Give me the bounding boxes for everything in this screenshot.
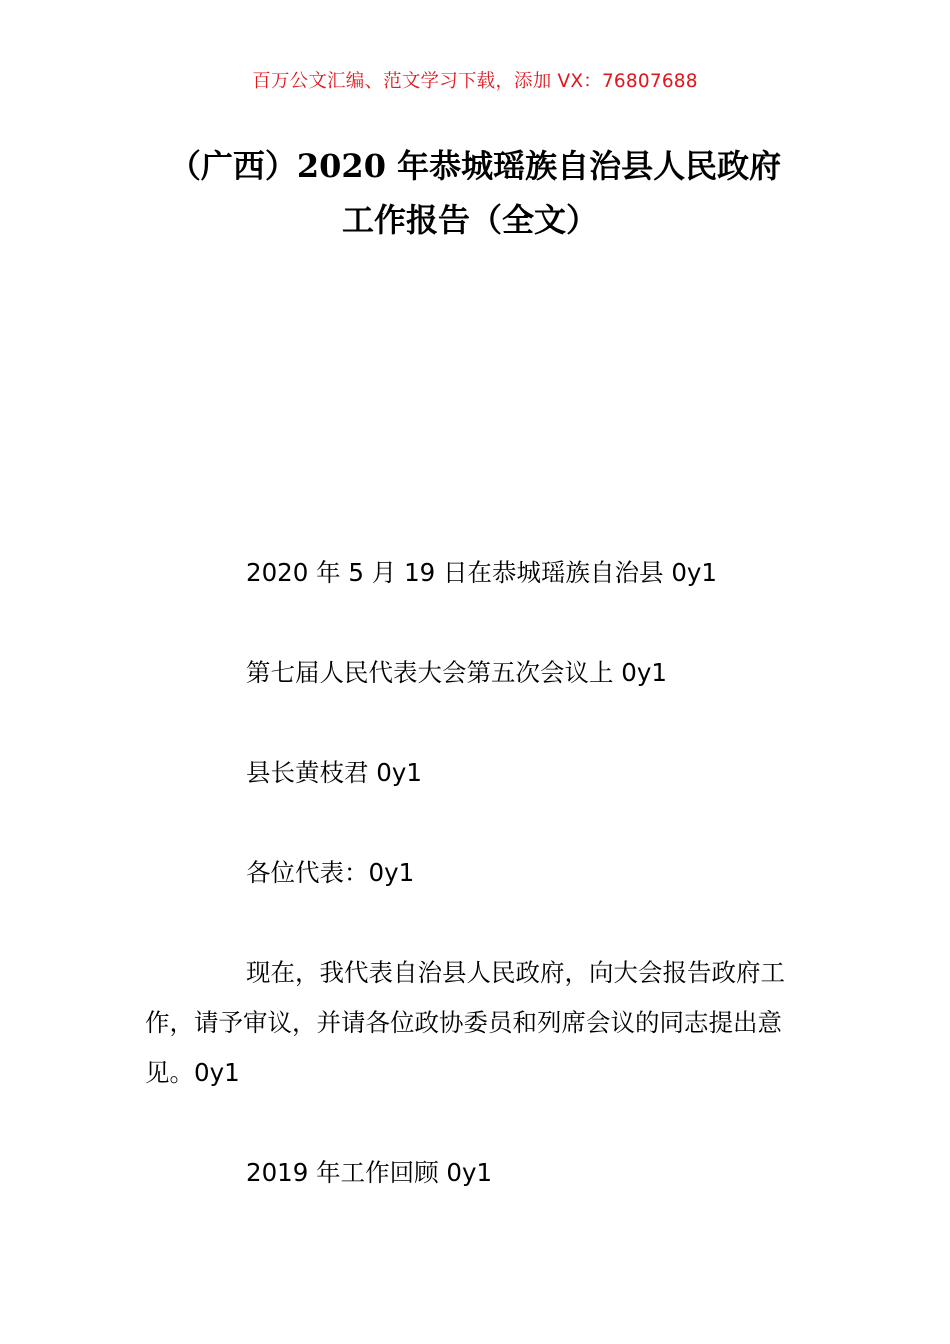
section-heading-2019-review: 2019 年工作回顾 0y1 xyxy=(246,1158,493,1187)
header-notice-text: 百万公文汇编、范文学习下载，添加 VX：76807688 xyxy=(252,71,698,92)
paragraph-meeting: 第七届人民代表大会第五次会议上 0y1 xyxy=(246,658,667,687)
title-line-2: 工作报告（全文） xyxy=(341,201,598,239)
header-notice xyxy=(0,68,950,96)
title-line-1: （广西）2020 年恭城瑶族自治县人民政府 xyxy=(168,147,782,185)
paragraph-speaker: 县长黄枝君 0y1 xyxy=(246,758,422,787)
paragraph-date: 2020 年 5 月 19 日在恭城瑶族自治县 0y1 xyxy=(246,558,718,587)
paragraph-salutation: 各位代表：0y1 xyxy=(246,858,415,887)
paragraph-intro: 现在，我代表自治县人民政府，向大会报告政府工作，请予审议，并请各位政协委员和列席会议的同志提出意见。0y1 xyxy=(145,958,785,1087)
